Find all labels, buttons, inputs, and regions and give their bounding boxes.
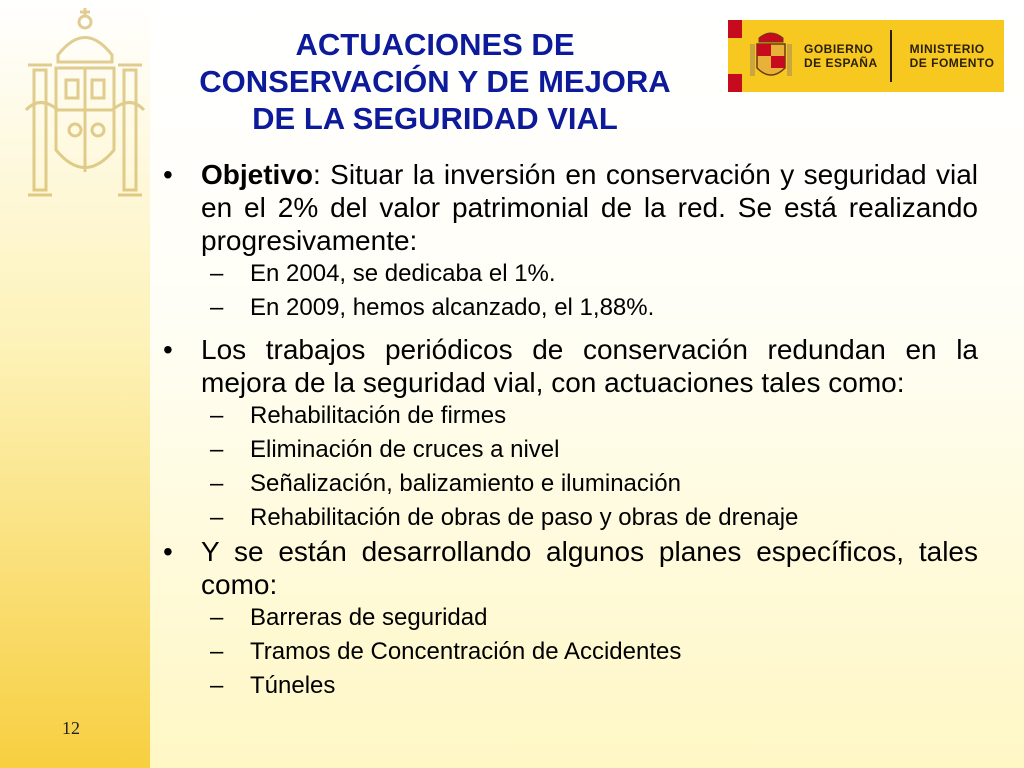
sub-item: – Tramos de Concentración de Accidentes xyxy=(210,638,682,665)
sub-item: – Rehabilitación de firmes xyxy=(210,402,507,429)
sub-item: – Barreras de seguridad xyxy=(210,604,488,631)
logo-right-line-2: DE FOMENTO xyxy=(909,56,995,70)
bullet-trabajos xyxy=(163,333,978,399)
logo-separator xyxy=(890,30,892,82)
gobierno-text xyxy=(800,20,878,92)
gobierno-logo xyxy=(728,20,1004,92)
sub-item: – Rehabilitación de obras de paso y obras de drenaje xyxy=(210,504,799,531)
ministerio-text xyxy=(906,20,995,92)
bullet-marker: • xyxy=(163,334,173,365)
bullet-text: Objetivo: Situar la inversión en conservación y seguridad vial en el 2% del valor patrimonial de la red. Se está realizando progresivamente: xyxy=(201,159,978,256)
title-line-3: DE LA SEGURIDAD VIAL xyxy=(252,101,618,136)
sub-item: – En 2004, se dedicaba el 1%. xyxy=(210,260,556,287)
sub-item: – En 2009, hemos alcanzado, el 1,88%. xyxy=(210,294,655,321)
sub-item: – Túneles xyxy=(210,672,336,699)
logo-left-line-2: DE ESPAÑA xyxy=(804,56,878,70)
bullet-marker: • xyxy=(163,159,173,190)
bullet-label: Objetivo xyxy=(201,159,314,190)
logo-left-line-1: GOBIERNO xyxy=(804,42,874,56)
bullet-marker: • xyxy=(163,536,173,567)
logo-right-line-1: MINISTERIO xyxy=(909,42,985,56)
bullet-objetivo xyxy=(163,158,978,257)
bullet-planes xyxy=(163,535,978,601)
sub-item: – Señalización, balizamiento e iluminación xyxy=(210,470,681,497)
coat-of-arms-watermark-icon xyxy=(18,0,153,210)
spanish-flag-icon xyxy=(728,20,742,92)
bullet-text: Los trabajos periódicos de conservación redundan en la mejora de la seguridad vial, con actuaciones tales como: xyxy=(201,334,978,398)
sub-item: – Eliminación de cruces a nivel xyxy=(210,436,560,463)
title-line-2: CONSERVACIÓN Y DE MEJORA xyxy=(199,64,671,99)
title-line-1: ACTUACIONES DE xyxy=(295,27,575,62)
slide-content xyxy=(163,158,978,703)
page-title xyxy=(160,26,710,137)
page-number: 12 xyxy=(62,718,80,738)
coat-of-arms-icon xyxy=(742,20,800,92)
bullet-text: Y se están desarrollando algunos planes específicos, tales como: xyxy=(201,536,978,600)
